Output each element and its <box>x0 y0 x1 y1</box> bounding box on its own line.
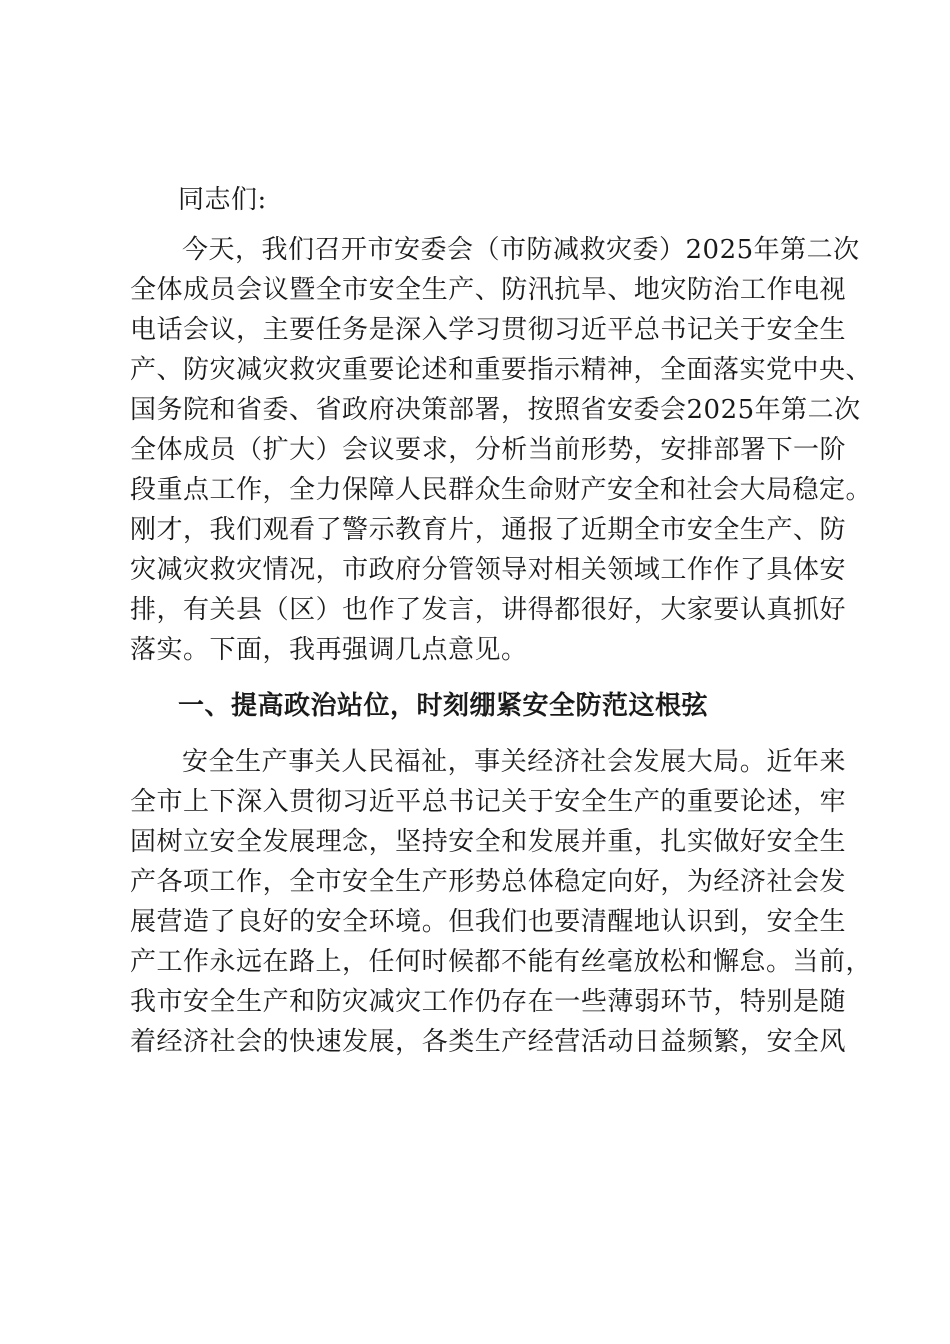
section-heading: 一、提高政治站位，时刻绷紧安全防范这根弦 <box>178 691 709 721</box>
paragraph-line: 全体成员会议暨全市安全生产、防汛抗旱、地灾防治工作电视 <box>130 275 846 305</box>
paragraph-line: 全市上下深入贯彻习近平总书记关于安全生产的重要论述，牢 <box>130 787 846 817</box>
paragraph-line: 着经济社会的快速发展，各类生产经营活动日益频繁，安全风 <box>130 1027 846 1057</box>
paragraph-line: 安全生产事关人民福祉，事关经济社会发展大局。近年来 <box>182 747 846 777</box>
paragraph-section-one <box>130 742 873 1062</box>
paragraph-line: 灾减灾救灾情况，市政府分管领导对相关领域工作作了具体安 <box>130 555 846 585</box>
paragraph-line: 产工作永远在路上，任何时候都不能有丝毫放松和懈怠。当前， <box>130 947 873 977</box>
paragraph-line: 我市安全生产和防灾减灾工作仍存在一些薄弱环节，特别是随 <box>130 987 846 1017</box>
paragraph-line: 产各项工作，全市安全生产形势总体稳定向好，为经济社会发 <box>130 867 846 897</box>
paragraph-line: 产、防灾减灾救灾重要论述和重要指示精神，全面落实党中央、 <box>130 355 873 385</box>
salutation: 同志们: <box>178 185 267 215</box>
paragraph-line: 落实。下面，我再强调几点意见。 <box>130 635 528 665</box>
paragraph-line: 刚才，我们观看了警示教育片，通报了近期全市安全生产、防 <box>130 515 846 545</box>
paragraph-line: 固树立安全发展理念，坚持安全和发展并重，扎实做好安全生 <box>130 827 846 857</box>
paragraph-line: 排，有关县（区）也作了发言，讲得都很好，大家要认真抓好 <box>130 595 846 625</box>
paragraph-opening <box>130 230 873 670</box>
paragraph-line: 段重点工作，全力保障人民群众生命财产安全和社会大局稳定。 <box>130 475 873 505</box>
document-body <box>130 180 873 1062</box>
paragraph-line: 今天，我们召开市安委会（市防减救灾委）2025年第二次 <box>182 235 860 265</box>
paragraph-line: 国务院和省委、省政府决策部署，按照省安委会2025年第二次 <box>130 395 861 425</box>
paragraph-line: 电话会议，主要任务是深入学习贯彻习近平总书记关于安全生 <box>130 315 846 345</box>
paragraph-line: 全体成员（扩大）会议要求，分析当前形势，安排部署下一阶 <box>130 435 846 465</box>
paragraph-line: 展营造了良好的安全环境。但我们也要清醒地认识到，安全生 <box>130 907 846 937</box>
